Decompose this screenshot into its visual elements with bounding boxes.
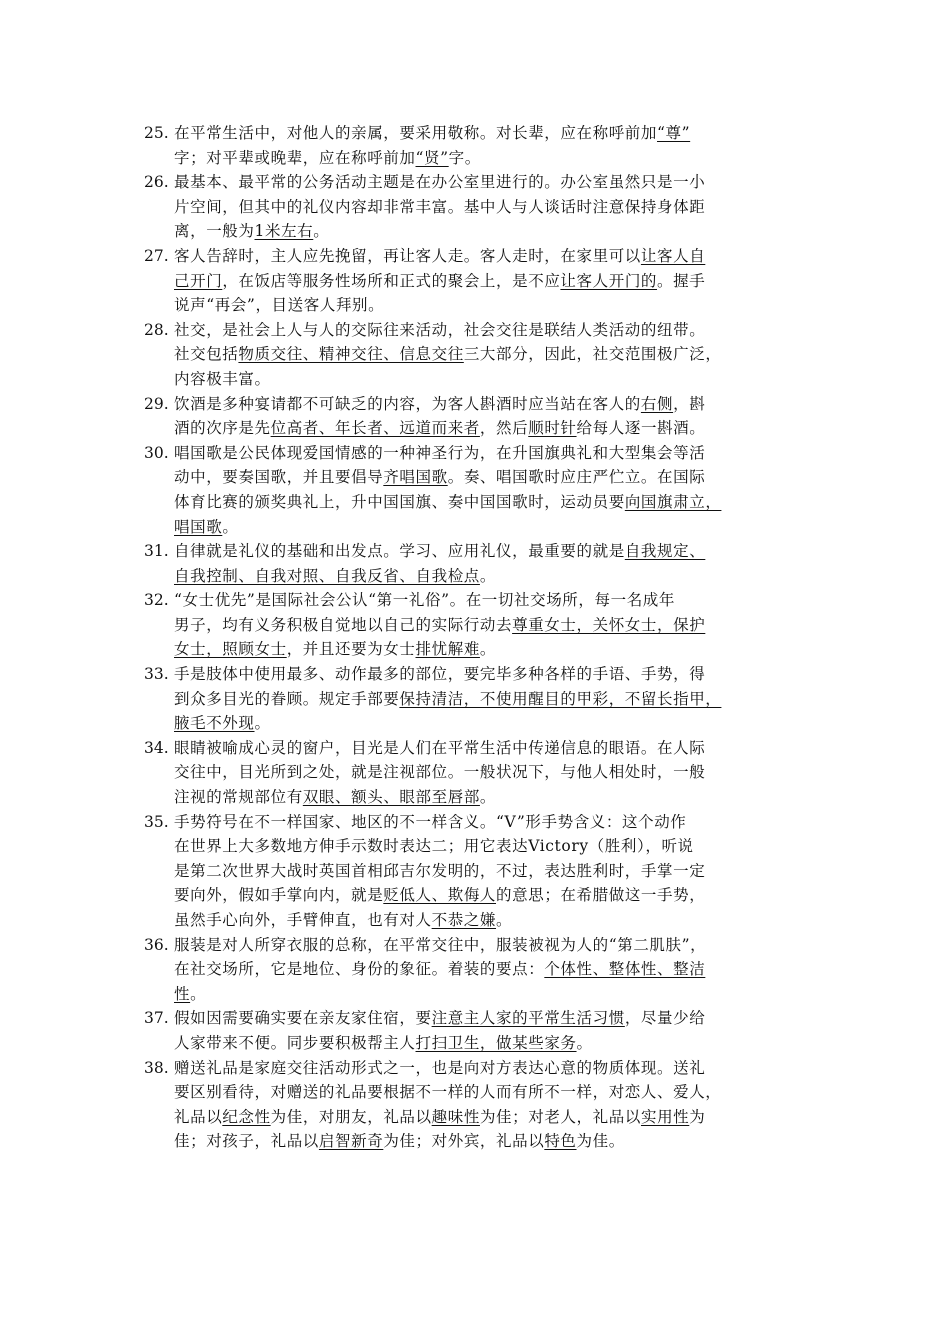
text-line xyxy=(174,1105,844,1130)
answer-blank: 让客人自 xyxy=(640,246,706,265)
text-segment: 为 xyxy=(689,1107,706,1126)
item-number: 28. xyxy=(144,320,169,339)
text-line xyxy=(174,539,844,564)
text-segment: 三大部分，因此，社交范围极广泛， xyxy=(463,345,722,364)
list-item xyxy=(144,170,844,244)
text-line xyxy=(174,121,844,146)
answer-blank: 顺时针 xyxy=(528,419,577,438)
answer-blank: 物质交往、精神交往、信息交往 xyxy=(238,345,464,364)
text-segment: 为佳。 xyxy=(576,1132,625,1151)
item-number: 26. xyxy=(144,173,169,192)
answer-blank: 注意主人家的平常生活习惯 xyxy=(431,1009,625,1028)
answer-blank: 不恭之嫌 xyxy=(431,911,497,929)
text-segment: 虽然手心向外，手臂伸直，也有对人 xyxy=(174,911,432,929)
item-number: 30. xyxy=(144,443,169,462)
list-item xyxy=(144,1056,844,1154)
text-line xyxy=(174,441,844,466)
text-segment: 到众多目光的眷顾。规定手部要 xyxy=(174,689,400,708)
text-segment: 为佳，对朋友，礼品以 xyxy=(270,1107,432,1126)
answer-blank: 趣味性 xyxy=(431,1107,480,1126)
text-segment: ，并且还要为女士 xyxy=(286,640,416,659)
text-line xyxy=(174,318,844,343)
text-segment: 。 xyxy=(479,788,497,807)
answer-blank: 唱国歌 xyxy=(174,517,223,536)
text-line xyxy=(174,736,844,761)
item-number: 27. xyxy=(144,246,169,265)
text-segment: 。 xyxy=(254,714,271,733)
list-item xyxy=(144,810,844,933)
answer-blank: 腋毛不外现 xyxy=(174,714,255,733)
text-segment: “女士优先”是国际社会公认“第一礼俗”。在一切社交场所，每一名成年 xyxy=(174,591,675,610)
text-segment: 说声“再会”，目送客人拜别。 xyxy=(174,296,385,315)
answer-blank: 双眼、额头、眼部至唇部 xyxy=(302,788,480,807)
text-segment: 动中，要奏国歌，并且要倡导 xyxy=(174,468,384,487)
text-segment: 佳；对孩子，礼品以 xyxy=(174,1132,319,1151)
text-line xyxy=(174,982,844,1007)
list-item xyxy=(144,1006,844,1055)
text-segment: 为佳；对外宾，礼品以 xyxy=(383,1132,545,1151)
text-segment: 片空间，但其中的礼仪内容却非常丰富。基中人与人谈话时注意保持身体距 xyxy=(174,197,706,216)
text-line xyxy=(174,342,844,367)
text-segment: 饮酒是多种宴请都不可缺乏的内容，为客人斟酒时应当站在客人的 xyxy=(174,394,641,413)
text-line xyxy=(174,760,844,785)
answer-blank: 纪念性 xyxy=(222,1107,271,1126)
text-segment: 字。 xyxy=(448,148,481,167)
item-number: 25. xyxy=(144,124,169,142)
list-item xyxy=(144,933,844,1007)
answer-blank: 向国旗肃立， xyxy=(624,492,722,511)
text-segment: 男子，均有义务积极自觉地以自己的实际行动去 xyxy=(174,615,513,634)
answer-blank: 特色 xyxy=(544,1132,577,1151)
answer-blank: 己开门 xyxy=(174,271,223,290)
numbered-list xyxy=(144,121,844,1154)
text-segment: 。奏、唱国歌时应庄严伫立。在国际 xyxy=(447,468,706,487)
text-line xyxy=(174,1080,844,1105)
list-item xyxy=(144,662,844,736)
text-line xyxy=(174,810,844,835)
answer-blank: 自我控制、自我对照、自我反省、自我检点 xyxy=(174,566,480,585)
text-segment: 是第二次世界大战时英国首相邱吉尔发明的，不过，表达胜利时，手掌一定 xyxy=(174,861,706,880)
item-number: 32. xyxy=(144,591,169,610)
text-line xyxy=(174,219,844,244)
text-segment: 要区别看待，对赠送的礼品要根据不一样的人而有所不一样，对恋人、爱人， xyxy=(174,1083,722,1102)
text-segment: 体育比赛的颁奖典礼上，升中国国旗、奏中国国歌时，运动员要 xyxy=(174,492,625,511)
text-line xyxy=(174,293,844,318)
text-segment: 。 xyxy=(479,640,497,659)
item-number: 36. xyxy=(144,935,169,954)
text-segment: 社交，是社会上人与人的交际往来活动，社会交往是联结人类活动的纽带。 xyxy=(174,320,706,339)
answer-blank: 女士，照顾女士 xyxy=(174,640,287,659)
text-segment: 赠送礼品是家庭交往活动形式之一，也是向对方表达心意的物质体现。送礼 xyxy=(174,1058,706,1077)
text-segment: 自律就是礼仪的基础和出发点。学习、应用礼仪，最重要的就是 xyxy=(174,542,625,561)
text-line xyxy=(174,908,844,933)
list-item xyxy=(144,539,844,588)
text-segment: ，尽量少给 xyxy=(624,1009,706,1028)
list-item xyxy=(144,121,844,170)
answer-blank: 自我规定、 xyxy=(624,542,706,561)
text-line xyxy=(174,269,844,294)
text-segment: 。 xyxy=(479,566,497,585)
item-number: 35. xyxy=(144,812,169,831)
text-line xyxy=(174,883,844,908)
text-segment: 手是肢体中使用最多、动作最多的部位，要完毕多种各样的手语、手势，得 xyxy=(174,665,706,684)
text-line xyxy=(174,392,844,417)
answer-blank: 启智新奇 xyxy=(318,1132,384,1151)
item-number: 34. xyxy=(144,738,169,757)
text-segment: 。 xyxy=(496,911,513,929)
text-line xyxy=(174,785,844,810)
text-line xyxy=(174,465,844,490)
item-number: 31. xyxy=(144,542,169,561)
text-segment: ，然后 xyxy=(479,419,529,438)
item-number: 33. xyxy=(144,665,169,684)
text-segment: ，在饭店等服务性场所和正式的聚会上，是不应 xyxy=(222,271,561,290)
answer-blank: 让客人开门的 xyxy=(560,271,658,290)
answer-blank: 位高者、年长者、远道而来者 xyxy=(270,419,480,438)
text-segment: 给每人逐一斟酒。 xyxy=(576,419,706,438)
text-line xyxy=(174,564,844,589)
answer-blank: 贬低人、欺侮人 xyxy=(383,886,497,905)
answer-blank: 1米左右 xyxy=(254,222,314,241)
answer-blank: 性 xyxy=(174,984,191,1003)
list-item xyxy=(144,392,844,441)
text-line xyxy=(174,195,844,220)
text-line xyxy=(174,1006,844,1031)
answer-blank: 齐唱国歌 xyxy=(383,468,448,487)
answer-blank: “尊” xyxy=(657,124,691,142)
answer-blank: 打扫卫生，做某些家务 xyxy=(415,1033,577,1052)
text-segment: ，斟 xyxy=(673,394,706,413)
text-line xyxy=(174,170,844,195)
answer-blank: 排忧解难 xyxy=(415,640,480,659)
text-segment: 要向外，假如手掌向内，就是 xyxy=(174,886,384,905)
text-line xyxy=(174,490,844,515)
text-line xyxy=(174,711,844,736)
text-segment: 在世界上大多数地方伸手示数时表达二；用它表达Victory（胜利），听说 xyxy=(174,837,694,856)
text-line xyxy=(174,957,844,982)
text-line xyxy=(174,1056,844,1081)
list-item xyxy=(144,318,844,392)
answer-blank: 尊重女士，关怀女士，保护 xyxy=(512,615,706,634)
text-segment: 。 xyxy=(576,1033,593,1052)
text-segment: 最基本、最平常的公务活动主题是在办公室里进行的。办公室虽然只是一小 xyxy=(174,173,706,192)
text-line xyxy=(174,515,844,540)
answer-blank: “贤” xyxy=(415,148,449,167)
answer-blank: 右侧 xyxy=(640,394,674,413)
text-line xyxy=(174,588,844,613)
text-segment: 为佳；对老人，礼品以 xyxy=(479,1107,641,1126)
text-line xyxy=(174,367,844,392)
text-line xyxy=(174,637,844,662)
text-segment: 。 xyxy=(190,984,207,1003)
text-segment: 。 xyxy=(222,517,239,536)
text-line xyxy=(174,1031,844,1056)
text-line xyxy=(174,933,844,958)
text-line xyxy=(174,244,844,269)
answer-blank: 个体性、整体性、整洁 xyxy=(544,960,706,979)
item-number: 38. xyxy=(144,1058,169,1077)
text-segment: 交往中，目光所到之处，就是注视部位。一般状况下，与他人相处时，一般 xyxy=(174,763,706,782)
text-segment: 内容极丰富。 xyxy=(174,369,271,388)
text-segment: 人家带来不便。同步要积极帮主人 xyxy=(174,1033,416,1052)
text-line xyxy=(174,146,844,171)
text-segment: 。 xyxy=(313,222,330,241)
text-line xyxy=(174,859,844,884)
list-item xyxy=(144,736,844,810)
text-line xyxy=(174,416,844,441)
text-line xyxy=(174,687,844,712)
text-line xyxy=(174,834,844,859)
item-number: 37. xyxy=(144,1009,169,1028)
text-segment: 酒的次序是先 xyxy=(174,419,271,438)
item-number: 29. xyxy=(144,394,169,413)
text-segment: 眼睛被喻成心灵的窗户，目光是人们在平常生活中传递信息的眼语。在人际 xyxy=(174,738,706,757)
text-segment: 在平常生活中，对他人的亲属，要采用敬称。对长辈，应在称呼前加 xyxy=(174,124,658,142)
list-item xyxy=(144,244,844,318)
text-segment: 社交包括 xyxy=(174,345,239,364)
text-segment: 在社交场所，它是地位、身份的象征。着装的要点： xyxy=(174,960,545,979)
text-segment: 注视的常规部位有 xyxy=(174,788,303,807)
text-segment: 客人告辞时，主人应先挽留，再让客人走。客人走时，在家里可以 xyxy=(174,246,641,265)
text-segment: 字；对平辈或晚辈，应在称呼前加 xyxy=(174,148,416,167)
text-line xyxy=(174,613,844,638)
text-segment: 礼品以 xyxy=(174,1107,223,1126)
text-line xyxy=(174,1129,844,1154)
text-segment: 唱国歌是公民体现爱国情感的一种神圣行为，在升国旗典礼和大型集会等活 xyxy=(174,443,706,462)
text-segment: 。握手 xyxy=(657,271,706,290)
answer-blank: 实用性 xyxy=(640,1107,690,1126)
text-line xyxy=(174,662,844,687)
answer-blank: 保持清洁，不使用醒目的甲彩，不留长指甲， xyxy=(399,689,722,708)
list-item xyxy=(144,588,844,662)
text-segment: 手势符号在不一样国家、地区的不一样含义。“V”形手势含义：这个动作 xyxy=(174,812,687,831)
text-segment: 假如因需要确实要在亲友家住宿，要 xyxy=(174,1009,432,1028)
text-segment: 离，一般为 xyxy=(174,222,255,241)
text-segment: 的意思；在希腊做这一手势， xyxy=(496,886,706,905)
list-item xyxy=(144,441,844,539)
text-segment: 服装是对人所穿衣服的总称，在平常交往中，服装被视为人的“第二肌肤”， xyxy=(174,935,707,954)
